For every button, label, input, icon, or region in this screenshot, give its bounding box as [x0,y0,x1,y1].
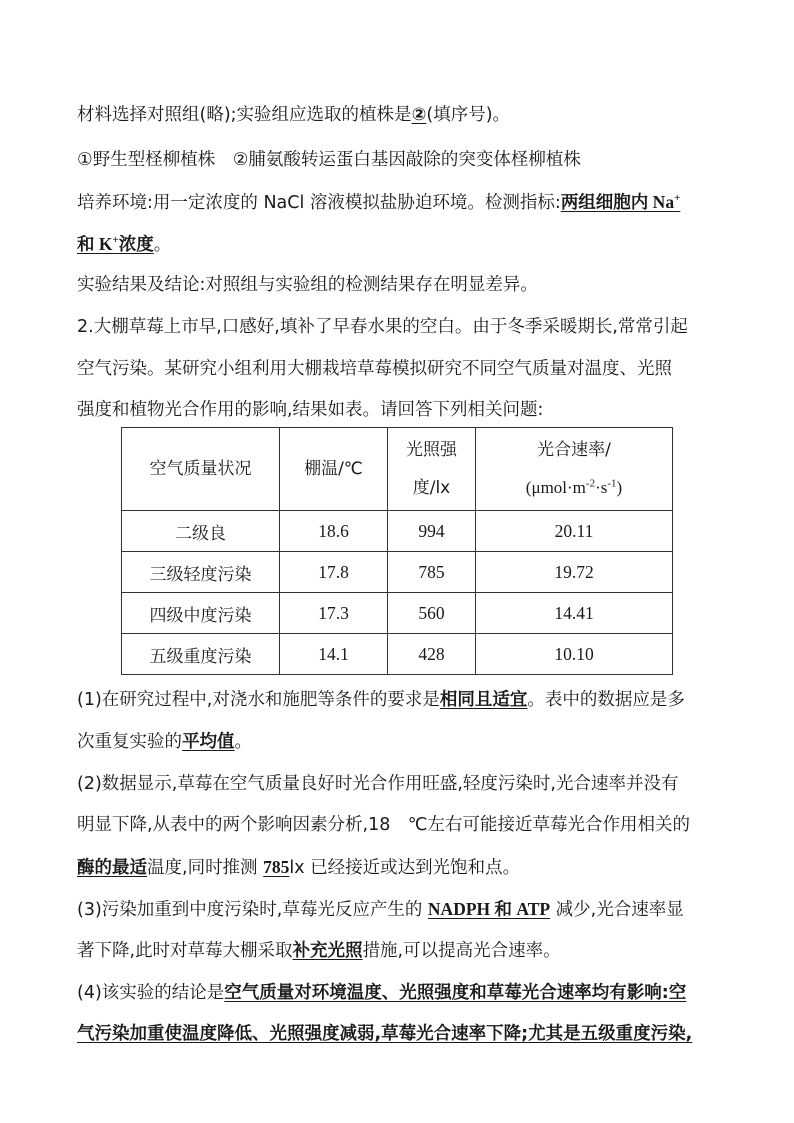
answer-line-3 [77,772,727,796]
answer-text: NADPH 和 ATP [427,899,551,919]
answer-text: 和 K+浓度 [77,234,154,254]
text-segment: 实验结果及结论:对照组与实验组的检测结果存在明显差异。 [77,275,538,295]
text-segment: 明显下降,从表中的两个影响因素分析,18 ℃左右可能接近草莓光合作用相关的 [77,815,691,835]
text-segment: 温度,同时推测 [147,858,264,878]
answer-line-9 [77,1022,727,1046]
cell-rate: 20.11 [476,511,673,552]
text-line-5 [77,273,727,297]
text-line-3 [77,190,727,215]
text-line-7 [77,357,727,381]
text-segment: 。表中的数据应是多 [527,690,685,710]
text-line-6 [77,315,727,339]
answer-line-7 [77,939,727,963]
cell-quality: 五级重度污染 [122,634,280,675]
answer-line-2 [77,730,727,754]
text-segment: (填序号)。 [426,105,511,125]
table-row [122,552,673,593]
text-segment: 2.大棚草莓上市早,口感好,填补了早春水果的空白。由于冬季采暖期长,常常引起 [77,317,688,337]
answer-text: 两组细胞内 Na+ [560,192,681,212]
answer-text: 酶的最适 [77,858,147,878]
text-segment: lx 已经接近或达到光饱和点。 [289,858,521,878]
answer-text: 气污染加重使温度降低、光照强度减弱,草莓光合速率下降;尤其是五级重度污染, [77,1024,693,1044]
table-row [122,511,673,552]
text-segment: 措施,可以提高光合速率。 [362,941,561,961]
cell-temp: 17.3 [280,593,388,634]
text-segment: 材料选择对照组(略);实验组应选取的植株是 [77,105,412,125]
text-segment: 次重复实验的 [77,732,182,752]
data-table [121,427,673,675]
header-light-intensity: 光照强 度/lx [388,428,476,511]
table-row [122,593,673,634]
cell-quality: 二级良 [122,511,280,552]
cell-light: 994 [388,511,476,552]
cell-quality: 三级轻度污染 [122,552,280,593]
answer-text: 补充光照 [292,941,363,961]
text-line-2 [77,148,727,172]
cell-light: 785 [388,552,476,593]
text-line-1 [77,103,727,127]
text-segment: (1)在研究过程中,对浇水和施肥等条件的要求是 [77,690,440,710]
text-segment: 。 [153,235,172,255]
answer-line-8 [77,981,727,1005]
cell-temp: 18.6 [280,511,388,552]
text-line-4 [77,232,727,257]
answer-text: ② [411,105,427,125]
text-segment: (2)数据显示,草莓在空气质量良好时光合作用旺盛,轻度污染时,光合速率并没有 [77,774,679,794]
header-air-quality: 空气质量状况 [122,428,280,511]
cell-quality: 四级中度污染 [122,593,280,634]
cell-rate: 14.41 [476,593,673,634]
cell-light: 560 [388,593,476,634]
answer-text: 平均值 [182,732,235,752]
text-segment: 强度和植物光合作用的影响,结果如表。请回答下列相关问题: [77,400,544,420]
cell-rate: 10.10 [476,634,673,675]
cell-rate: 19.72 [476,552,673,593]
cell-temp: 17.8 [280,552,388,593]
text-segment: 。 [234,732,252,752]
text-segment: ①野生型柽柳植株 ②脯氨酸转运蛋白基因敲除的突变体柽柳植株 [77,150,581,170]
cell-temp: 14.1 [280,634,388,675]
answer-line-5 [77,855,727,880]
text-segment: 减少,光合速率显 [550,900,684,920]
table-header-row [122,428,673,511]
text-segment: 空气污染。某研究小组利用大棚栽培草莓模拟研究不同空气质量对温度、光照 [77,359,672,379]
header-photosynthesis-rate: 光合速率/ $(\mu mol\cdot m^{-2}\cdot s^{-1})$ [476,428,673,511]
cell-light: 428 [388,634,476,675]
answer-line-4 [77,813,727,837]
answer-text: 空气质量对环境温度、光照强度和草莓光合速率均有影响:空 [224,983,687,1003]
text-segment: (4)该实验的结论是 [77,983,225,1003]
text-line-8 [77,398,727,422]
table-row [122,634,673,675]
text-segment: 著下降,此时对草莓大棚采取 [77,941,293,961]
header-temperature: 棚温/℃ [280,428,388,511]
text-segment: 培养环境:用一定浓度的 NaCl 溶液模拟盐胁迫环境。检测指标: [77,193,561,213]
answer-text: 785 [263,857,290,877]
text-segment: (3)污染加重到中度污染时,草莓光反应产生的 [77,900,428,920]
answer-line-1 [77,688,727,712]
answer-line-6 [77,897,727,922]
answer-text: 相同且适宜 [439,690,528,710]
